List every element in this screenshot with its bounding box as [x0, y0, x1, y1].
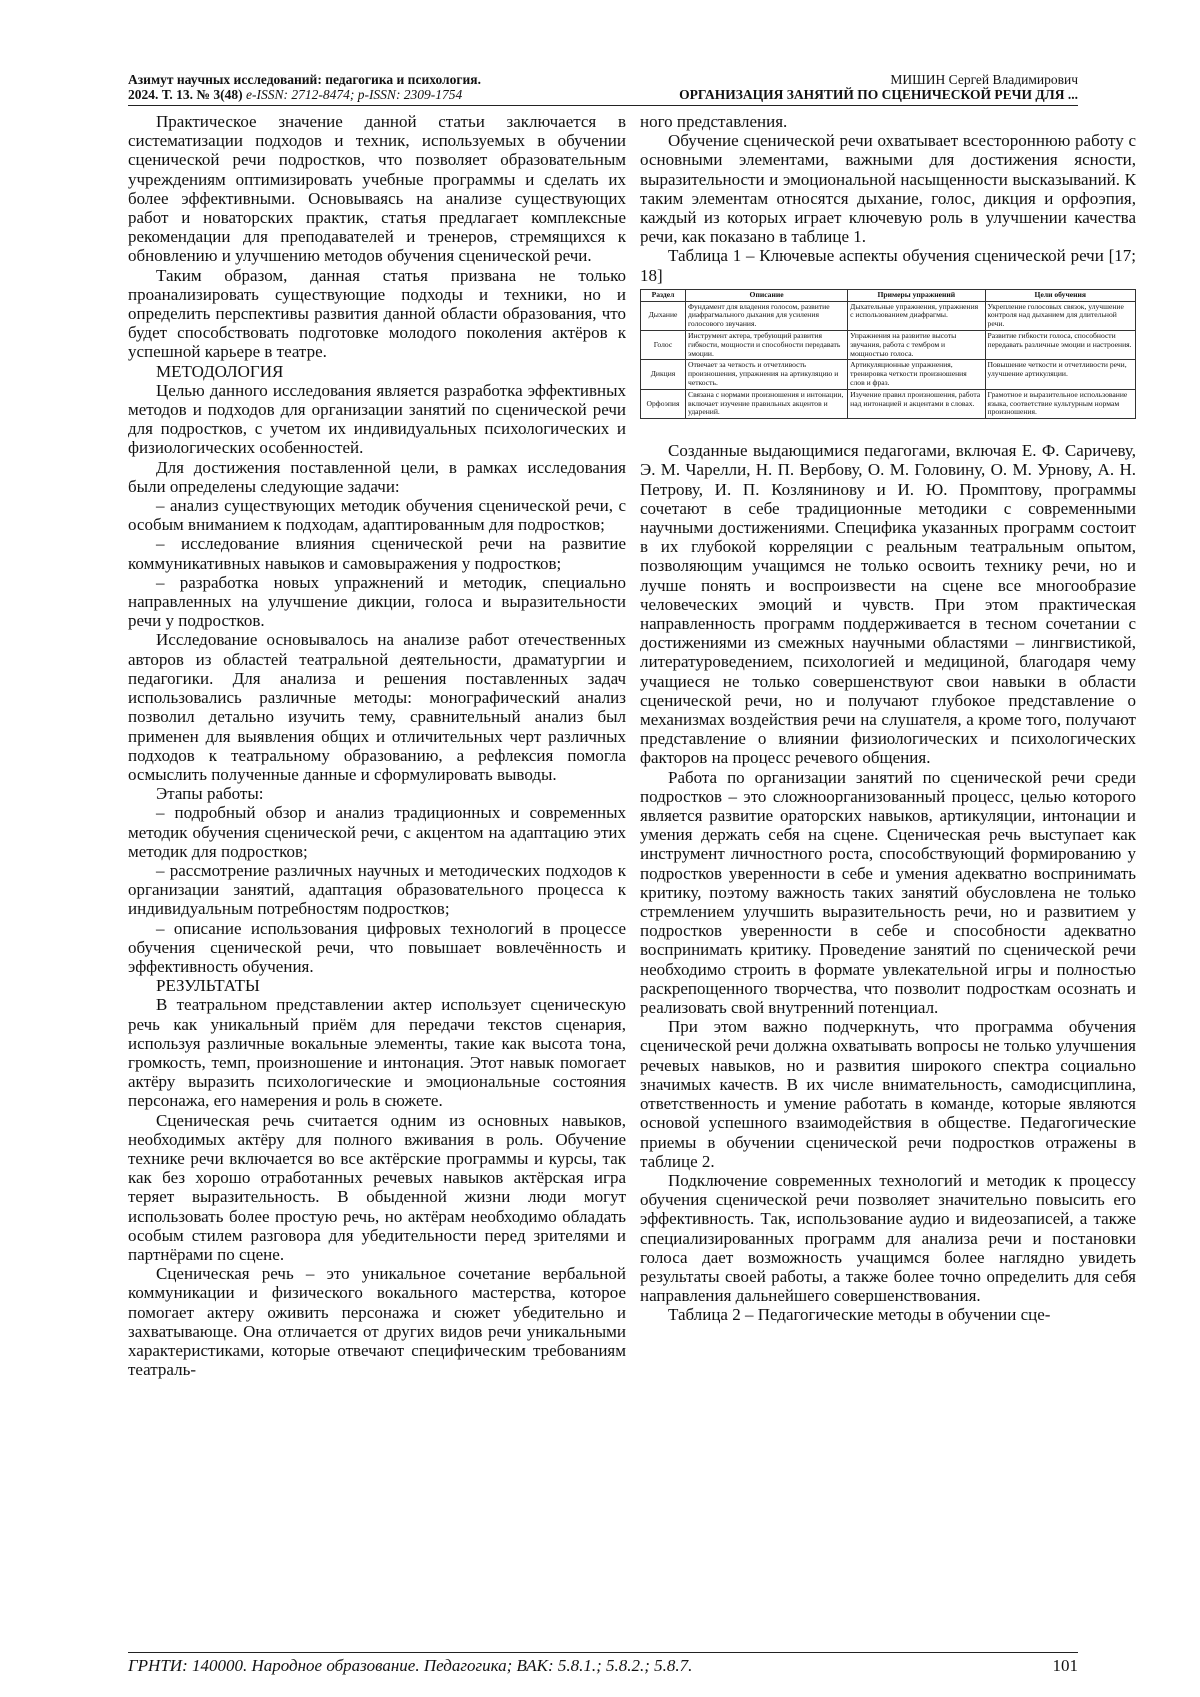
- table-cell: Орфоэпия: [641, 389, 686, 418]
- paragraph: Для достижения поставленной цели, в рамках исследования были определены следующие задачи:: [128, 457, 626, 496]
- table-cell: Дыхание: [641, 301, 686, 330]
- list-item: – описание использования цифровых технологий в процессе обучения сценической речи, что повышает вовлечённость и эффективность обучения.: [128, 918, 626, 976]
- table-row: [641, 360, 1136, 389]
- page-footer: [128, 1656, 1078, 1676]
- paragraph: Целью данного исследования является разработка эффективных методов и подходов для организации занятий по сценической речи для подростков, с учетом их индивидуальных психологических и физиологических особенностей.: [128, 380, 626, 458]
- column-header: Цели обучения: [985, 289, 1135, 301]
- table-cell: Голос: [641, 331, 686, 360]
- page-number: 101: [1052, 1656, 1078, 1675]
- key-aspects-table: [640, 289, 1136, 419]
- journal-title: Азимут научных исследований: педагогика и психология.: [128, 72, 481, 87]
- table-header-row: [641, 289, 1136, 301]
- footer-classification: ГРНТИ: 140000. Народное образование. Педагогика; ВАК: 5.8.1.; 5.8.2.; 5.8.7.: [128, 1656, 693, 1675]
- author-name: МИШИН Сергей Владимирович: [890, 72, 1078, 87]
- table-cell: Дыхательные упражнения, упражнения с использованием диафрагмы.: [848, 301, 985, 330]
- left-column: [128, 112, 626, 1379]
- table-cell: Дикция: [641, 360, 686, 389]
- journal-volume: 2024. Т. 13. № 3(48): [128, 87, 243, 102]
- list-item: – разработка новых упражнений и методик, специально направленных на улучшение дикции, голоса и выразительности речи у подростков.: [128, 572, 626, 631]
- table-cell: Инструмент актера, требующий развития гибкости, мощности и способности передавать эмоции.: [686, 331, 848, 360]
- paragraph: Исследование основывалось на анализе работ отечественных авторов из областей театральной деятельности, драматургии и педагогики. Для анализа и решения поставленных задач использовались различные методы: монографический анализ позволил детально изучить тему, сравнительный анализ был применен для выявления общих и отличительных черт различных подходов к театральному образованию, а рефлексия помогла осмыслить полученные данные и сформулировать выводы.: [128, 630, 626, 784]
- right-column: [640, 112, 1136, 1325]
- list-item: – подробный обзор и анализ традиционных и современных методик обучения сценической речи, с акцентом на адаптацию этих методик для подростков;: [128, 803, 626, 861]
- list-item: – анализ существующих методик обучения сценической речи, с особым вниманием к подходам, адаптированным для подростков;: [128, 496, 626, 535]
- paragraph: Сценическая речь – это уникальное сочетание вербальной коммуникации и физического вокального мастерства, которое помогает актеру оживить персонажа и сюжет убедительно и захватывающе. Она отличается от других видов речи уникальными характеристиками, которые отвечают специфическим требованиям театраль-: [128, 1264, 626, 1380]
- paragraph: В театральном представлении актер использует сценическую речь как уникальный приём для передачи текстов сценария, используя различные вокальные элементы, такие как высота тона, громкость, темп, произношение и интонация. Этот навык помогает актёру выразить психологические и эмоциональные состояния персонажа, его намерения и роль в сюжете.: [128, 995, 626, 1111]
- paragraph: Подключение современных технологий и методик к процессу обучения сценической речи позволяет значительно повысить его эффективность. Так, использование аудио и видеозаписей, а также специализированных программ для анализа речи и постановки голоса дает возможность учащимся более наглядно увидеть результаты своей работы, а также более точно определить для себя направления дальнейшего совершенствования.: [640, 1170, 1136, 1306]
- table-cell: Грамотное и выразительное использование языка, соответствие культурным нормам произношения.: [985, 389, 1135, 418]
- table-cell: Изучение правил произношения, работа над интонацией и акцентами в словах.: [848, 389, 985, 418]
- table-row: [641, 389, 1136, 418]
- paragraph: ного представления.: [640, 112, 788, 131]
- table-caption: Таблица 1 – Ключевые аспекты обучения сценической речи [17; 18]: [640, 246, 1136, 285]
- list-item: – рассмотрение различных научных и методических подходов к организации занятий, адаптация образовательного процесса к индивидуальным потребностям подростков;: [128, 860, 626, 919]
- column-header: Раздел: [641, 289, 686, 301]
- footer-rule: [128, 1652, 1078, 1653]
- section-heading-results: РЕЗУЛЬТАТЫ: [156, 976, 260, 996]
- column-header: Примеры упражнений: [848, 289, 985, 301]
- paragraph: Практическое значение данной статьи заключается в систематизации подходов и техник, используемых в обучении сценической речи подростков, что позволяет образовательным учреждениям оптимизировать учебные программы и сделать их более эффективными. Основываясь на анализе существующих работ и новаторских практик, статья предлагает комплексные рекомендации для преподавателей и тренеров, стремящихся к обновлению и улучшению методов обучения сценической речи.: [128, 112, 626, 266]
- table-cell: Связана с нормами произношения и интонации, включает изучение правильных акцентов и ударений.: [686, 389, 848, 418]
- table-cell: Фундамент для владения голосом, развитие диафрагмального дыхания для усиления голосового звучания.: [686, 301, 848, 330]
- journal-issn: e-ISSN: 2712-8474; p-ISSN: 2309-1754: [242, 87, 463, 102]
- article-title: ОРГАНИЗАЦИЯ ЗАНЯТИЙ ПО СЦЕНИЧЕСКОЙ РЕЧИ ДЛЯ ...: [679, 87, 1078, 102]
- paragraph: Сценическая речь считается одним из основных навыков, необходимых актёру для полного вживания в роль. Обучение технике речи включается во все актёрские программы и курсы, так как без хорошо отработанных речевых навыков актёрская игра теряет выразительность. В обыденной жизни люди могут использовать более простую речь, но актёрам необходимо обладать особым стилем разговора для убедительности перед зрителями и партнёрами по сцене.: [128, 1110, 626, 1264]
- paragraph: Обучение сценической речи охватывает всестороннюю работу с основными элементами, важными для достижения ясности, выразительности и эмоциональной насыщенности высказываний. К таким элементам относятся дыхание, голос, дикция и орфоэпия, каждый из которых играет ключевую роль в улучшении качества речи, как показано в таблице 1.: [640, 131, 1136, 247]
- table-row: [641, 331, 1136, 360]
- table-cell: Упражнения на развитие высоты звучания, работа с тембром и мощностью голоса.: [848, 331, 985, 360]
- header-rule: [128, 105, 1078, 106]
- paragraph: Работа по организации занятий по сценической речи среди подростков – это сложноорганизованный процесс, целью которого является развитие ораторских навыков, артикуляции, интонации и умения держать себя на сцене. Сценическая речь выступает как инструмент личностного роста, способствующий формированию у подростков уверенности в себе и умения адекватно воспринимать критику, поэтому важность таких занятий обусловлена не только стремлением улучшить выразительность речи, но и развитием у подростков уверенности в себе и способности адекватно воспринимать критику. Проведение занятий по сценической речи необходимо строить в формате увлекательной игры и полностью раскрепощенного творчества, что позволит подросткам осознать и реализовать свой внутренний потенциал.: [640, 767, 1136, 1018]
- paragraph: Этапы работы:: [156, 784, 264, 804]
- table-cell: Развитие гибкости голоса, способности передавать различные эмоции и настроения.: [985, 331, 1135, 360]
- section-heading-methodology: МЕТОДОЛОГИЯ: [156, 361, 284, 381]
- table-cell: Повышение четкости и отчетливости речи, улучшение артикуляции.: [985, 360, 1135, 389]
- article-header: [518, 72, 1078, 102]
- table-cell: Отвечает за четкость и отчетливость произношения, упражнения на артикуляцию и четкость.: [686, 360, 848, 389]
- paragraph: Созданные выдающимися педагогами, включая Е. Ф. Саричеву, Э. М. Чарелли, Н. П. Вербову, О. М. Головину, О. М. Урнову, А. Н. Петрову, И. П. Козлянинову и И. Ю. Промптову, программы сочетают в себе традиционные методики с современными научными достижениями. Специфика указанных программ состоит в их глубокой корреляции с реальным театральным опытом, позволяющим учащимся не только освоить технику речи, но и лучше понять и воспроизвести на сцене все многообразие человеческих эмоций и чувств. При этом практическая направленность программ поддерживается в тесном сочетании с достижениями из смежных научными областями – лингвистикой, литературоведением, психологией и медициной, благодаря чему учащиеся не только совершенствуют свои навыки в области сценической речи, но и получают глубокое представление о механизмах воздействия речи на слушателя, а кроме того, получают представление о влиянии физиологических и психологических факторов на процесс речевого общения.: [640, 441, 1136, 768]
- column-header: Описание: [686, 289, 848, 301]
- paragraph: При этом важно подчеркнуть, что программа обучения сценической речи должна охватывать вопросы не только улучшения речевых навыков, но и развития широкого спектра социально значимых качеств. В их числе внимательность, самодисциплина, ответственность и умение работать в команде, которые являются основой успешного взаимодействия в обществе. Педагогические приемы в обучении сценической речи подростков отражены в таблице 2.: [640, 1017, 1136, 1171]
- table-cell: Укрепление голосовых связок, улучшение контроля над дыханием для длительной речи.: [985, 301, 1135, 330]
- paragraph: Таким образом, данная статья призвана не только проанализировать существующие подходы и техники, но и определить перспективы развития данной области образования, что будет способствовать подготовке молодого поколения актёров к успешной карьере в театре.: [128, 265, 626, 362]
- table-row: [641, 301, 1136, 330]
- table-caption: Таблица 2 – Педагогические методы в обучении сце-: [668, 1305, 1051, 1325]
- list-item: – исследование влияния сценической речи на развитие коммуникативных навыков и самовыражения у подростков;: [128, 534, 626, 573]
- table-cell: Артикуляционные упражнения, тренировка четкости произношения слов и фраз.: [848, 360, 985, 389]
